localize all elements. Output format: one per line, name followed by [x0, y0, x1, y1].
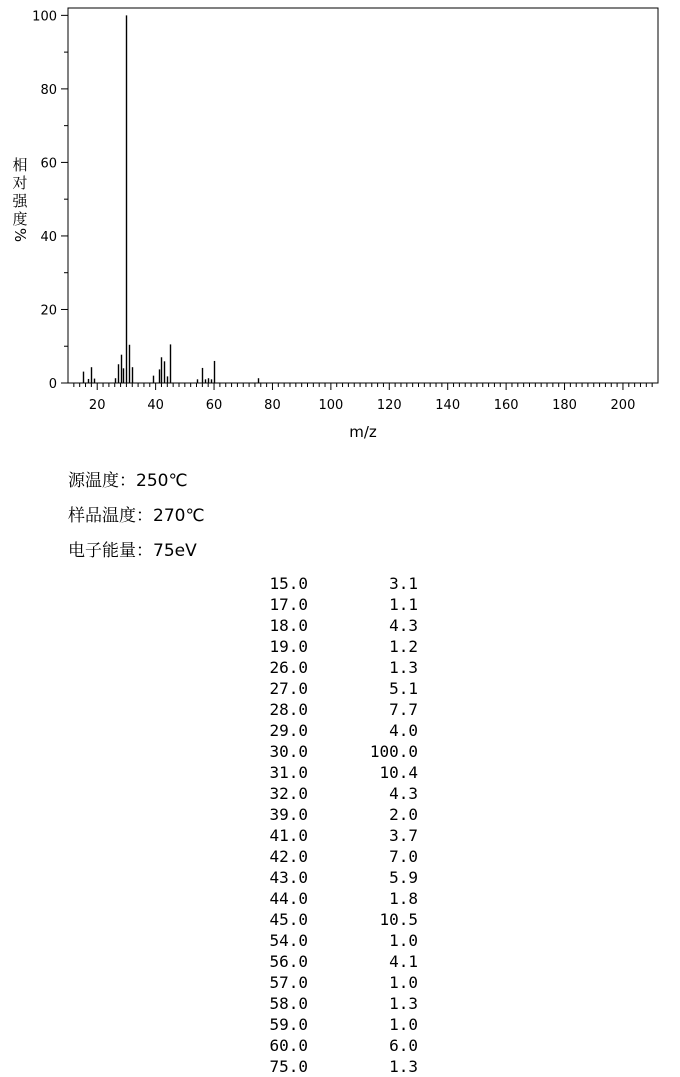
- y-tick-label: 60: [40, 156, 57, 172]
- table-row: [250, 972, 418, 993]
- x-tick-label: 100: [318, 398, 344, 413]
- table-row: [250, 1014, 418, 1035]
- y-tick-labels: [32, 9, 57, 392]
- abundance-cell: 10.4: [379, 763, 418, 782]
- x-tick-label: 20: [88, 398, 106, 413]
- table-row: [250, 741, 418, 762]
- source-temperature-label: 源温度：: [68, 471, 136, 491]
- y-axis-label-char: 对: [12, 174, 28, 192]
- abundance-cell: 4.0: [389, 721, 418, 740]
- y-tick-label: 20: [40, 303, 57, 319]
- plot-frame: [68, 8, 658, 383]
- abundance-cell: 4.3: [389, 616, 418, 635]
- table-row: [250, 699, 418, 720]
- abundance-cell: 1.0: [389, 973, 418, 992]
- y-axis-label-char: 相: [12, 156, 28, 174]
- y-tick-label: 40: [40, 229, 57, 245]
- abundance-cell: 5.9: [389, 868, 418, 887]
- mass-spectrum-chart: [0, 0, 680, 450]
- table-row: [250, 615, 418, 636]
- table-row: [250, 762, 418, 783]
- table-row: [250, 573, 418, 594]
- mz-cell: 27.0: [269, 679, 308, 698]
- table-row: [250, 1056, 418, 1077]
- mz-cell: 56.0: [269, 952, 308, 971]
- abundance-cell: 10.5: [379, 910, 418, 929]
- mz-cell: 39.0: [269, 805, 308, 824]
- peak-table: [250, 573, 418, 1077]
- mz-cell: 30.0: [269, 742, 308, 761]
- x-tick-label: 140: [435, 398, 461, 413]
- y-axis-label: [11, 156, 29, 242]
- table-row: [250, 720, 418, 741]
- abundance-cell: 4.3: [389, 784, 418, 803]
- abundance-cell: 1.8: [389, 889, 418, 908]
- electron-energy-value: 75eV: [153, 541, 197, 561]
- abundance-cell: 100.0: [369, 742, 418, 761]
- abundance-cell: 1.0: [389, 1015, 418, 1034]
- table-row: [250, 678, 418, 699]
- mz-cell: 26.0: [269, 658, 308, 677]
- mz-cell: 54.0: [269, 931, 308, 950]
- source-temperature: [68, 466, 188, 491]
- sample-temperature-value: 270℃: [153, 506, 205, 526]
- mz-cell: 75.0: [269, 1057, 308, 1076]
- table-row: [250, 846, 418, 867]
- abundance-cell: 1.3: [389, 658, 418, 677]
- abundance-cell: 2.0: [389, 805, 418, 824]
- abundance-cell: 1.3: [389, 1057, 418, 1076]
- x-axis-label: m/z: [349, 423, 377, 441]
- table-row: [250, 825, 418, 846]
- table-row: [250, 1035, 418, 1056]
- abundance-cell: 4.1: [389, 952, 418, 971]
- abundance-cell: 3.7: [389, 826, 418, 845]
- sample-temperature-label: 样品温度：: [68, 506, 153, 526]
- x-tick-label: 120: [376, 398, 402, 413]
- mz-cell: 59.0: [269, 1015, 308, 1034]
- sample-temperature: [68, 501, 205, 526]
- mz-cell: 45.0: [269, 910, 308, 929]
- peak-table-body: [250, 573, 418, 1077]
- mz-cell: 19.0: [269, 637, 308, 656]
- x-tick-label: 200: [610, 398, 636, 413]
- x-tick-labels: [89, 398, 635, 413]
- abundance-cell: 7.0: [389, 847, 418, 866]
- y-axis-label-char: %: [11, 227, 29, 243]
- mz-cell: 18.0: [269, 616, 308, 635]
- table-row: [250, 951, 418, 972]
- y-tick-label: 0: [48, 377, 57, 392]
- mz-cell: 41.0: [269, 826, 308, 845]
- mz-cell: 31.0: [269, 763, 308, 782]
- table-row: [250, 804, 418, 825]
- abundance-cell: 1.0: [389, 931, 418, 950]
- abundance-cell: 7.7: [389, 700, 418, 719]
- source-temperature-value: 250℃: [136, 471, 188, 491]
- mz-cell: 43.0: [269, 868, 308, 887]
- mz-cell: 15.0: [269, 574, 308, 593]
- mz-cell: 44.0: [269, 889, 308, 908]
- abundance-cell: 6.0: [389, 1036, 418, 1055]
- x-tick-label: 80: [264, 398, 281, 413]
- spectrum-peaks: [84, 15, 259, 383]
- table-row: [250, 783, 418, 804]
- electron-energy-label: 电子能量：: [68, 541, 153, 561]
- table-row: [250, 594, 418, 615]
- abundance-cell: 1.2: [389, 637, 418, 656]
- y-tick-label: 100: [32, 9, 57, 25]
- abundance-cell: 5.1: [389, 679, 418, 698]
- y-axis-label-char: 强: [12, 192, 28, 210]
- abundance-cell: 1.3: [389, 994, 418, 1013]
- table-row: [250, 657, 418, 678]
- y-axis-label-char: 度: [12, 210, 28, 228]
- x-tick-label: 180: [552, 398, 577, 413]
- abundance-cell: 1.1: [389, 595, 418, 614]
- x-tick-label: 40: [147, 398, 164, 413]
- mz-cell: 32.0: [269, 784, 308, 803]
- table-row: [250, 993, 418, 1014]
- mz-cell: 29.0: [269, 721, 308, 740]
- mz-cell: 28.0: [269, 700, 308, 719]
- mz-cell: 42.0: [269, 847, 308, 866]
- table-row: [250, 867, 418, 888]
- mz-cell: 60.0: [269, 1036, 308, 1055]
- table-row: [250, 636, 418, 657]
- table-row: [250, 888, 418, 909]
- electron-energy: [68, 536, 197, 561]
- mz-cell: 58.0: [269, 994, 308, 1013]
- table-row: [250, 930, 418, 951]
- x-tick-label: 60: [205, 398, 223, 413]
- y-tick-label: 80: [40, 82, 57, 98]
- mz-cell: 17.0: [269, 595, 308, 614]
- abundance-cell: 3.1: [389, 574, 418, 593]
- axis-ticks: [61, 15, 652, 390]
- x-tick-label: 160: [493, 398, 519, 413]
- mz-cell: 57.0: [269, 973, 308, 992]
- table-row: [250, 909, 418, 930]
